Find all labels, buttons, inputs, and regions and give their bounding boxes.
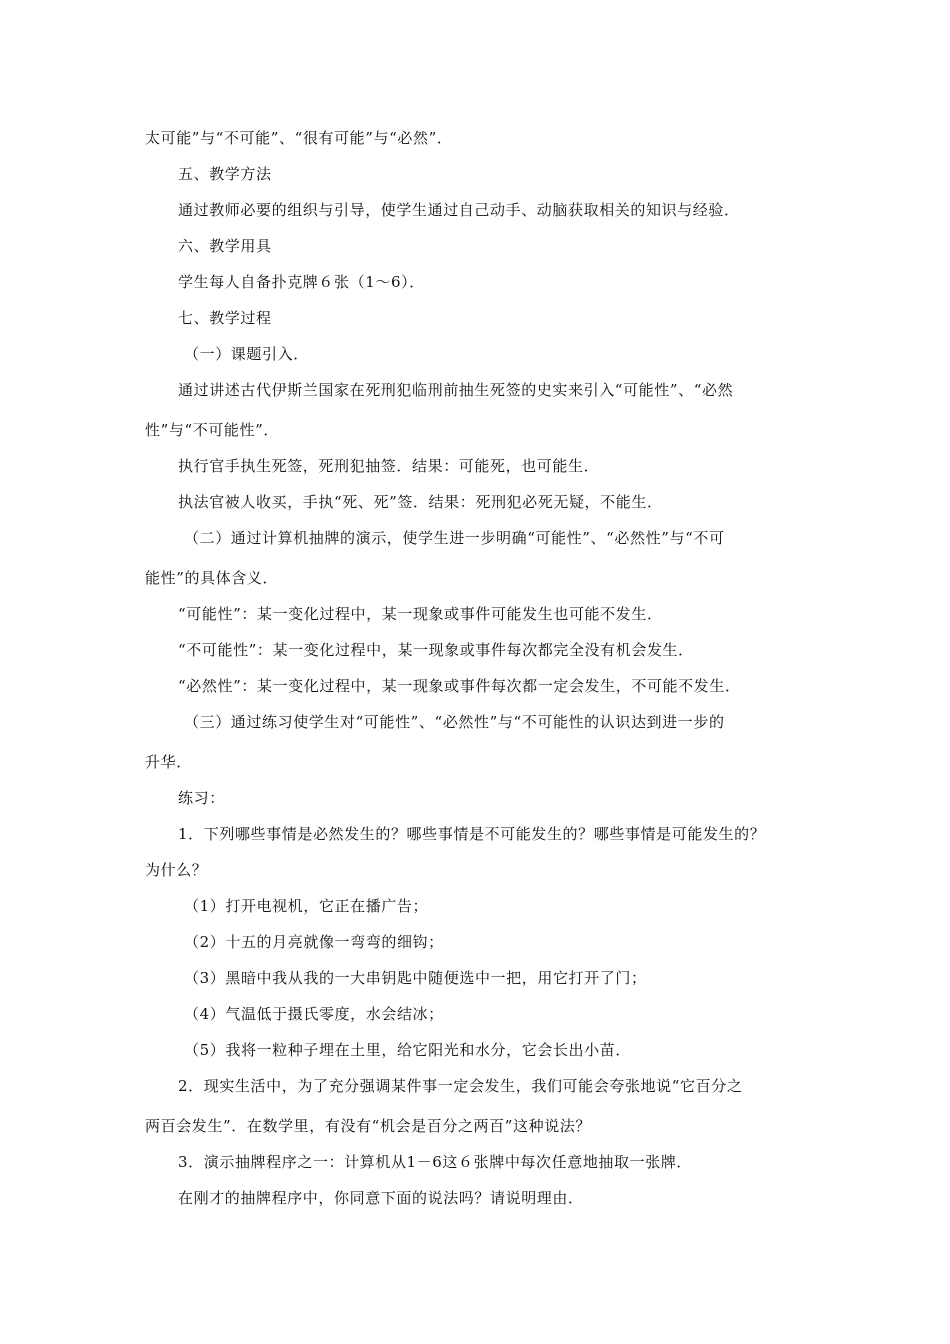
exercise-item: （5）我将一粒种子埋在土里，给它阳光和水分，它会长出小苗． (184, 1041, 631, 1059)
text-line: 在刚才的抽牌程序中，你同意下面的说法吗？请说明理由． (178, 1189, 584, 1207)
definition-necessity: “必然性”：某一变化过程中，某一现象或事件每次都一定会发生，不可能不发生． (178, 677, 741, 695)
exercise-question-1: 1．下列哪些事情是必然发生的？哪些事情是不可能发生的？哪些事情是可能发生的？ (178, 825, 766, 843)
definition-impossibility: “不可能性”：某一变化过程中，某一现象或事件每次都完全没有机会发生． (178, 641, 694, 659)
exercise-item: （1）打开电视机，它正在播广告； (184, 897, 429, 915)
text-line: 学生每人自备扑克牌６张（1～6）． (178, 273, 425, 291)
section-heading-teaching-methods: 五、教学方法 (178, 165, 272, 183)
section-heading-teaching-process: 七、教学过程 (178, 309, 272, 327)
exercise-item: （4）气温低于摄氏零度，水会结冰； (184, 1005, 444, 1023)
section-heading-teaching-tools: 六、教学用具 (178, 237, 272, 255)
text-line: 通过讲述古代伊斯兰国家在死刑犯临刑前抽生死签的史实来引入“可能性”、“必然 (178, 381, 734, 399)
text-line: 性”与“不可能性”． (145, 421, 280, 439)
text-line: 升华． (145, 753, 192, 771)
text-line: 能性”的具体含义． (145, 569, 279, 587)
subsection-heading: （三）通过练习使学生对“可能性”、“必然性”与“不可能性的认识达到进一步的 (184, 713, 725, 731)
text-line: 太可能”与“不可能”、“很有可能”与“必然”． (145, 129, 453, 147)
subsection-heading: （一）课题引入． (184, 345, 309, 363)
exercise-item: （3）黑暗中我从我的一大串钥匙中随便选中一把，用它打开了门； (184, 969, 647, 987)
exercise-question-2: 2．现实生活中，为了充分强调某件事一定会发生，我们可能会夸张地说“它百分之 (178, 1077, 743, 1095)
text-line: 通过教师必要的组织与引导，使学生通过自己动手、动脑获取相关的知识与经验． (178, 201, 740, 219)
definition-possibility: “可能性”：某一变化过程中，某一现象或事件可能发生也可能不发生． (178, 605, 663, 623)
text-line: 执行官手执生死签，死刑犯抽签．结果：可能死，也可能生． (178, 457, 600, 475)
text-line: 执法官被人收买，手执“死、死”签．结果：死刑犯必死无疑，不能生． (178, 493, 663, 511)
exercise-question-3: 3．演示抽牌程序之一：计算机从1－6这６张牌中每次任意地抽取一张牌． (178, 1153, 693, 1171)
text-line: 为什么？ (145, 861, 208, 879)
subsection-heading: （二）通过计算机抽牌的演示，使学生进一步明确“可能性”、“必然性”与“不可 (184, 529, 725, 547)
text-line: 两百会发生”．在数学里，有没有“机会是百分之两百”这种说法？ (145, 1117, 592, 1135)
exercise-heading: 练习： (178, 789, 225, 807)
exercise-item: （2）十五的月亮就像一弯弯的细钩； (184, 933, 444, 951)
